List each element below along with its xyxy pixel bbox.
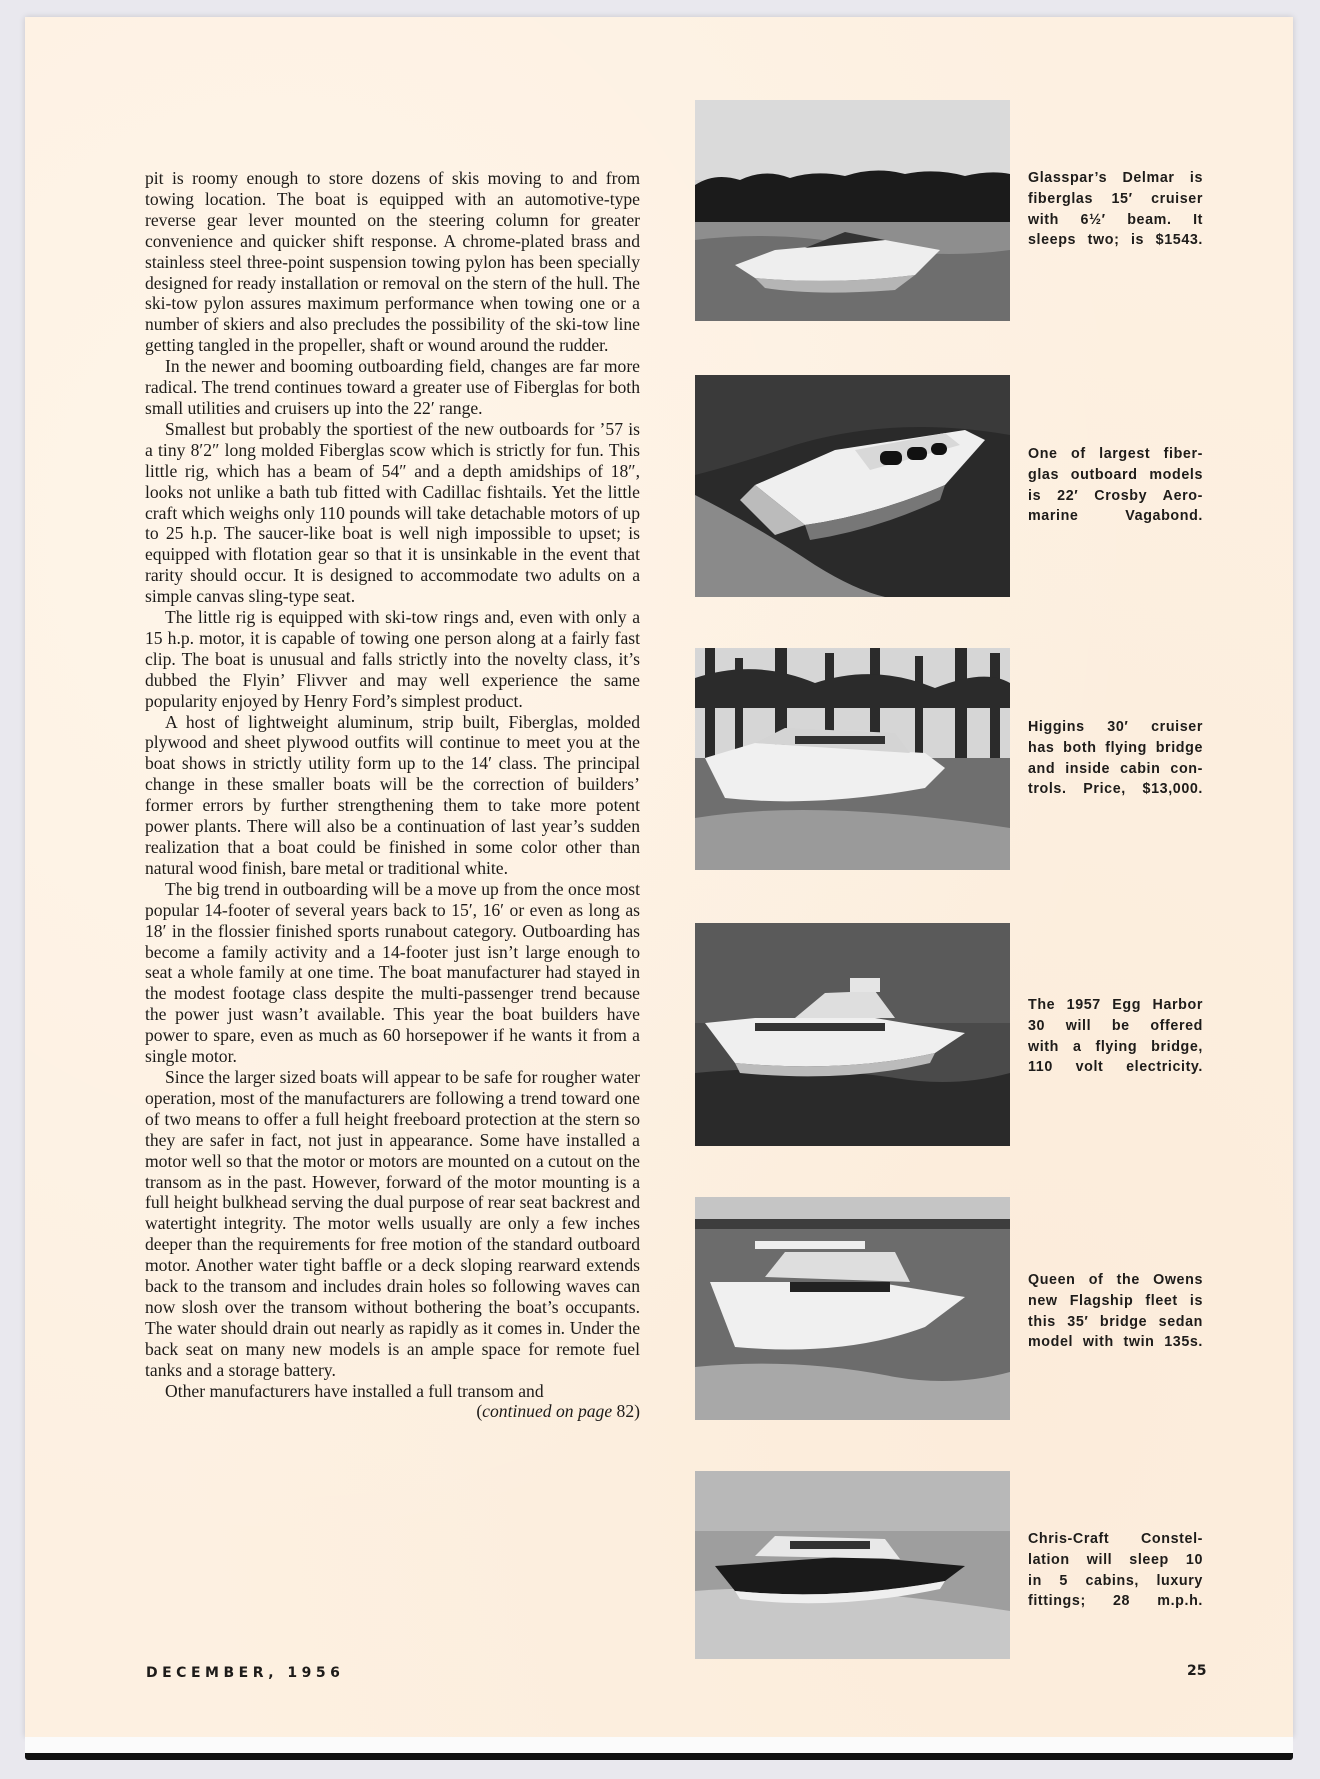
article-paragraph: pit is roomy enough to store dozens of skis moving to and from towing location. The boat is equipped with an automotive-type reverse gear lever mounted on the steering column for greater convenience and quicker shift response. A chrome-plated brass and stainless steel three-point suspension towing pylon has been specially designed for ready installation or removal on the stern of the hull. The ski-tow pylon assures maximum performance when towing one or a number of skiers and also precludes the possibility of the ski-tow line getting tangled in the propeller, shaft or wound around the rudder. <box>145 168 640 356</box>
caption-line: The 1957 Egg Harbor <box>1028 997 1203 1013</box>
photo-owens-flagship <box>695 1197 1010 1420</box>
photo-higgins-cruiser <box>695 648 1010 870</box>
caption-line: with 6½′ beam. It <box>1028 211 1203 228</box>
article-body-column <box>145 168 640 1422</box>
article-paragraph: A host of lightweight aluminum, strip built, Fiberglas, molded plywood and sheet plywood outfits will continue to meet you at the boat shows in strictly utility form up to the 14′ class. The principal change in these smaller boats will be the correction of builders’ former errors by further strengthening them to take more potent power plants. There will also be a continuation of last year’s sudden realization that a boat could be finished in some color other than natural wood finish, bare metal or traditional white. <box>145 711 640 878</box>
caption-line: Glasspar’s Delmar is <box>1028 170 1203 186</box>
caption-line: sleeps two; is $1543. <box>1028 232 1203 249</box>
article-paragraph: The little rig is equipped with ski-tow rings and, even with only a 15 h.p. motor, it is capable of towing one person along at a fairly fast clip. The boat is unusual and falls strictly into the novelty class, it’s dubbed the Flyin’ Flivver and may well experience the same popularity enjoyed by Henry Ford’s simplest product. <box>145 607 640 711</box>
photo-caption-crosby <box>1028 444 1203 527</box>
caption-line: fiberglas 15′ cruiser <box>1028 190 1203 207</box>
caption-line: model with twin 135s. <box>1028 1334 1203 1351</box>
caption-line: has both flying bridge <box>1028 739 1203 756</box>
caption-line: marine Vagabond. <box>1028 508 1203 525</box>
continued-label: continued on page <box>482 1401 613 1422</box>
photo-crosby-vagabond <box>695 375 1010 597</box>
boat-photo-image <box>695 1471 1010 1659</box>
caption-line: Queen of the Owens <box>1028 1272 1203 1288</box>
photo-chris-craft-constellation <box>695 1471 1010 1659</box>
boat-photo-image <box>695 648 1010 870</box>
boat-photo-image <box>695 923 1010 1146</box>
caption-line: fittings; 28 m.p.h. <box>1028 1593 1203 1610</box>
article-paragraph: Smallest but probably the sportiest of the new outboards for ’57 is a tiny 8′2″ long molded Fiberglas scow which is strictly for fun. This little rig, which has a beam of 54″ and a depth amidships of 18″, looks not unlike a bath tub fitted with Cadillac fishtails. Yet the little craft which weighs only 110 pounds will take detachable motors of up to 25 h.p. The saucer-like boat is well nigh impossible to upset; is equipped with flotation gear so that it is unsinkable in the event that rarity should occur. It is designed to accommodate two adults on a simple canvas sling-type seat. <box>145 418 640 607</box>
boat-photo-image <box>695 1197 1010 1420</box>
caption-line: trols. Price, $13,000. <box>1028 781 1203 798</box>
continued-page: 82 <box>616 1401 635 1422</box>
caption-line: is 22′ Crosby Aero- <box>1028 487 1203 504</box>
caption-line: 110 volt electricity. <box>1028 1059 1203 1076</box>
photo-caption-owens <box>1028 1270 1203 1353</box>
boat-photo-image <box>695 100 1010 321</box>
article-paragraph: Other manufacturers have installed a full transom and <box>165 1380 544 1401</box>
caption-line: with a flying bridge, <box>1028 1038 1203 1055</box>
boat-photo-image <box>695 375 1010 597</box>
caption-line: Higgins 30′ cruiser <box>1028 719 1203 735</box>
continued-note: (continued on page 82) <box>476 1401 640 1422</box>
caption-line: 30 will be offered <box>1028 1017 1203 1034</box>
photo-caption-chris-craft <box>1028 1529 1203 1612</box>
page-number: 25 <box>1187 1663 1207 1679</box>
page-edge-shadow <box>25 1753 1293 1760</box>
issue-date: DECEMBER, 1956 <box>146 1665 345 1681</box>
caption-line: One of largest fiber- <box>1028 446 1203 462</box>
photo-caption-glasspar <box>1028 168 1203 251</box>
article-paragraph: Since the larger sized boats will appear to be safe for rougher water operation, most of the manufacturers are following a trend toward one of two means to offer a full height freeboard protection at the stern so they are safer in fact, not just in appearance. Some have installed a motor well so that the motor or motors are mounted on a cutout on the transom as in the past. However, forward of the motor mounting is a full height bulkhead serving the dual purpose of rear seat backrest and watertight integrity. The motor wells usually are only a few inches deeper than the requirements for free motion of the standard outboard motor. Another water tight baffle or a deck sloping rearward extends back to the transom and includes drain holes so following waves can now slosh over the transom without bothering the boat’s occupants. The water should drain out nearly as rapidly as it comes in. Under the back seat on many new models is an ample space for remote fuel tanks and a storage battery. <box>145 1066 640 1380</box>
photo-egg-harbor <box>695 923 1010 1146</box>
caption-line: and inside cabin con- <box>1028 760 1203 777</box>
article-paragraph: In the newer and booming outboarding field, changes are far more radical. The trend continues toward a greater use of Fiberglas for both small utilities and cruisers up into the 22′ range. <box>145 356 640 418</box>
photo-glasspar-delmar <box>695 100 1010 321</box>
caption-line: glas outboard models <box>1028 466 1203 483</box>
caption-line: lation will sleep 10 <box>1028 1551 1203 1568</box>
caption-line: new Flagship fleet is <box>1028 1292 1203 1309</box>
caption-line: this 35′ bridge sedan <box>1028 1313 1203 1330</box>
photo-caption-higgins <box>1028 717 1203 800</box>
caption-line: in 5 cabins, luxury <box>1028 1572 1203 1589</box>
photo-caption-egg-harbor <box>1028 995 1203 1078</box>
caption-line: Chris-Craft Constel- <box>1028 1531 1203 1547</box>
article-paragraph: The big trend in outboarding will be a move up from the once most popular 14-footer of several years back to 15′, 16′ or even as long as 18′ in the flossier finished sports runabout category. Outboarding has become a family activity and a 14-footer just isn’t large enough to seat a whole family at one time. The boat manufacturer had stayed in the modest footage class despite the multi-passenger trend because the power just wasn’t available. This year the boat builders have power to spare, even as much as 60 horsepower if he wants it from a single motor. <box>145 878 640 1067</box>
